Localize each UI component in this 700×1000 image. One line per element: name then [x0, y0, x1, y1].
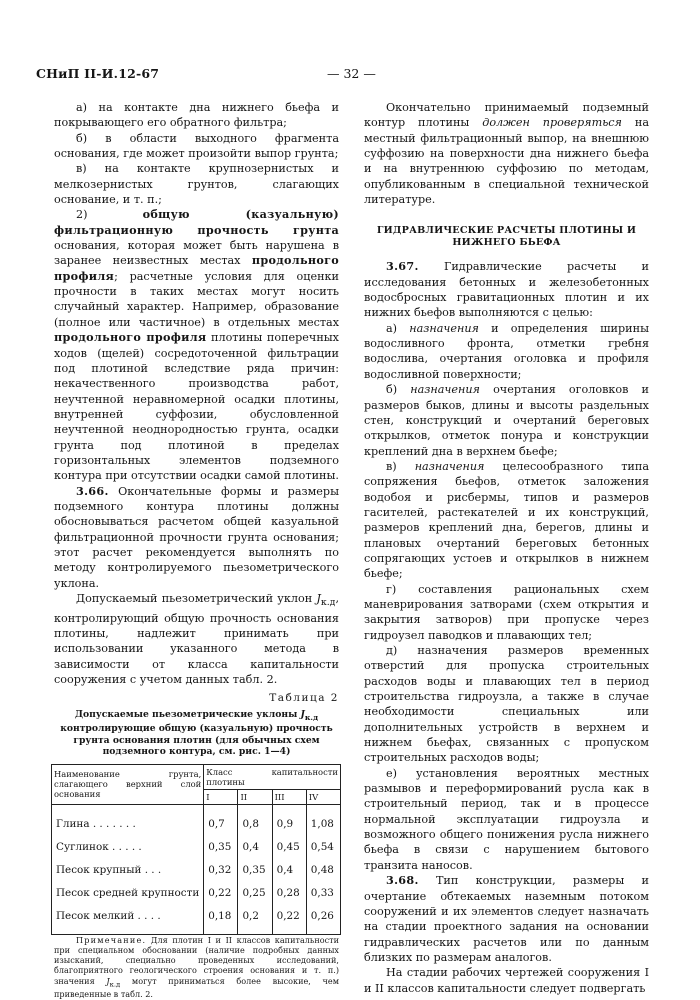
table-row [52, 905, 341, 935]
note-title: Примечание. [76, 934, 147, 945]
text-run: Тип конструкции, размеры и очертание обтекаемых наземным потоком сооружений и их элементов следует назначать на стадии проектного задания на основании гидравлических расчетов или по данным близких по размерам аналогов. [364, 874, 649, 964]
symbol-subscript: к.д [304, 712, 319, 722]
table-cell: 0,33 [306, 882, 340, 905]
italic-term: назначения [414, 459, 485, 473]
italic-term: назначения [409, 321, 479, 335]
table-header-row [52, 764, 341, 789]
soil-name: Глина . . . . . . . [52, 804, 204, 836]
list-item-a: а) на контакте дна нижнего бьефа и покрывающего его обратного фильтра; [54, 101, 339, 130]
clause-3-68 [364, 873, 649, 965]
table-row [52, 836, 341, 859]
symbol-subscript: к.д [109, 980, 121, 989]
text-run: целесообразного типа сопряжения бьефов, отметок заложения водобоя и рисбермы, типов и размеров гасителей, растекателей и их конструкций, размеров креплений дна, берегов, длины и плановых очертаний береговых бетонных сопрягающих устоев и открылков в нижнем бьефе; [364, 459, 649, 581]
right-column [364, 100, 649, 996]
bold-term: продольного профиля [54, 253, 339, 283]
italic-term: должен проверяться [482, 116, 622, 130]
list-item-d: д) назначения размеров временных отверстий для пропуска строительных расходов воды и плавающих тел в период строительства гидроузла, а также в случае необходимости специальных или дополнительных устройств в верхнем и нижнем бьефах, связанных с пропуском строительных расходов воды; [364, 644, 649, 765]
symbol: J [106, 975, 110, 986]
text-run: Гидравлические расчеты и исследования бетонных и железобетонных водосбросных гравитационных плотин и их нижних бьефов выполняются с целью: [364, 260, 649, 320]
paragraph-general-strength [54, 207, 339, 483]
table-cell: 0,35 [204, 836, 238, 859]
clause-number: 3.66. [76, 483, 109, 498]
left-column [54, 100, 339, 1000]
list-item-g: г) составления рациональных схем маневрирования затворами (схем открытия и закрытия затворов) при пропуске через гидроузел паводков и плавающих тел; [364, 582, 649, 642]
caption-text: контролирующие общую (казуальную) прочность грунта основания плотин (для обычных схем подземного контура, см. рис. 1—4) [60, 723, 333, 758]
table-cell: 0,22 [272, 905, 306, 935]
text-run: ; расчетные условия для оценки прочности в таких местах могут носить случайный характер. Например, образование (полное или частичное) в отдельных местах [54, 269, 339, 329]
clause-3-67 [364, 259, 649, 320]
header-class-ii: II [238, 789, 272, 804]
text-run: Окончательно принимаемый подземный контур плотины [364, 101, 649, 130]
table-cell: 0,35 [238, 859, 272, 882]
note-text: могут приниматься более высокие, чем приведенные в табл. 2. [54, 975, 339, 1000]
item-letter: а) [386, 321, 410, 335]
table-cell: 1,08 [306, 804, 340, 836]
soil-name: Песок мелкий . . . . [52, 905, 204, 935]
table-cell: 0,4 [272, 859, 306, 882]
page-number: — 32 — [327, 66, 376, 81]
table-row [52, 882, 341, 905]
document-code: СНиП II-И.12-67 [36, 66, 160, 81]
clause-3-66 [54, 484, 339, 591]
header-soil: Наименование грунта, слагающего верхний слой основания [52, 764, 204, 804]
table-row [52, 804, 341, 836]
paragraph-final-contour [364, 100, 649, 207]
symbol: J [300, 708, 305, 720]
text-run: и определения ширины водосливного фронта, отметки гребня водослива, очертания оголовка и профиля водосливной поверхности; [364, 321, 649, 381]
text-run: очертания оголовков и размеров быков, длины и высоты раздельных стен, конструкций и очертаний береговых открылков, отметок понура и конструкции креплений дна в верхнем бьефе; [364, 383, 649, 458]
bold-term: продольного профиля [54, 330, 207, 345]
gradient-table [51, 764, 341, 935]
table-cell: 0,45 [272, 836, 306, 859]
soil-name: Суглинок . . . . . [52, 836, 204, 859]
text-run: плотины поперечных ходов (щелей) сосредоточенной фильтрации под плотиной вследствие ряда причин: некачественного производства работ, неучтенной неравномерной осадки плотины, внутренней суффозии, обусловленной неучтенной неоднородностью грунта, осадки грунта под плотиной в пределах горизонтальных элементов подземного контура при отсутствии осадки самой плотины. [54, 331, 339, 483]
list-item-b: б) в области выходного фрагмента основания, где может произойти выпор грунта; [54, 131, 339, 161]
symbol: J [316, 592, 321, 605]
text-run: основания, которая может быть нарушена в заранее неизвестных местах [54, 239, 339, 268]
table-cell: 0,18 [204, 905, 238, 935]
item-letter: в) [386, 459, 415, 473]
table-cell: 0,32 [204, 859, 238, 882]
soil-name: Песок средней крупности [52, 882, 204, 905]
item-letter: б) [386, 383, 411, 397]
symbol-subscript: к.д [320, 597, 336, 609]
text-run: на местный фильтрационный выпор, на внешнюю суффозию на поверхности дна нижнего бьефа и на внутреннюю суффозию по методам, опубликованным в специальной технической литературе. [364, 116, 649, 207]
header-class-iii: III [272, 789, 306, 804]
table-caption [54, 709, 339, 758]
header-class-i: I [204, 789, 238, 804]
italic-term: назначения [410, 383, 480, 397]
text-run: , контролирующий общую прочность основания плотины, надлежит принимать при использовании указанного метода в зависимости от класса капитальности сооружения с учетом данных табл. 2. [54, 592, 339, 686]
list-item-a [364, 321, 649, 382]
paragraph-working-drawings: На стадии рабочих чертежей сооружения I и II классов капитальности следует подвергать [364, 966, 649, 995]
table-cell: 0,48 [306, 859, 340, 882]
clause-number: 3.68. [386, 873, 419, 888]
list-item-v: в) на контакте крупнозернистых и мелкозернистых грунтов, слагающих основание, и т. п.; [54, 162, 339, 207]
table-cell: 0,9 [272, 804, 306, 836]
table-cell: 0,7 [204, 804, 238, 836]
text-run: Допускаемый пьезометрический уклон [76, 592, 317, 605]
table-cell: 0,22 [204, 882, 238, 905]
table-cell: 0,8 [238, 804, 272, 836]
table-note [54, 935, 339, 1000]
list-item-b [364, 382, 649, 459]
paragraph-allowed-gradient [54, 591, 339, 687]
list-item-v [364, 459, 649, 582]
note-text: Для плотин I и II классов капитальности при специальном обосновании (наличие подробных данных изысканий, специально проведенных исследований, благоприятного геологического строения основания и т. п.) значения [54, 934, 339, 986]
caption-text: Допускаемые пьезометрические уклоны [74, 708, 301, 720]
section-heading: ГИДРАВЛИЧЕСКИЕ РАСЧЕТЫ ПЛОТИНЫ И НИЖНЕГО БЬЕФА [376, 225, 637, 249]
header-class: Класс капитальности плотины [204, 764, 341, 789]
bold-term: общую (казуальную) фильтрационную прочность грунта [54, 207, 339, 237]
table-cell: 0,28 [272, 882, 306, 905]
table-cell: 0,2 [238, 905, 272, 935]
soil-name: Песок крупный . . . [52, 859, 204, 882]
list-item-e: е) установления вероятных местных размывов и переформирований русла как в строительный период, так и в процессе нормальной эксплуатации гидроузла и возможного общего понижения русла нижнего бьефа в связи с нарушением бытового транзита наносов. [364, 766, 649, 872]
table-cell: 0,54 [306, 836, 340, 859]
table-cell: 0,25 [238, 882, 272, 905]
clause-number: 3.67. [386, 259, 419, 274]
table-label: Таблица 2 [269, 692, 339, 705]
text-run: Окончательные формы и размеры подземного контура плотины должны обосновываться расчетом общей казуальной фильтрационной прочности грунта основания; этот расчет рекомендуется выполнять по методу контролируемого пьезометрического уклона. [54, 484, 339, 590]
table-cell: 0,4 [238, 836, 272, 859]
page-header [36, 66, 662, 88]
table-row [52, 859, 341, 882]
header-class-iv: IV [306, 789, 340, 804]
item-number: 2) [76, 208, 143, 222]
table-cell: 0,26 [306, 905, 340, 935]
